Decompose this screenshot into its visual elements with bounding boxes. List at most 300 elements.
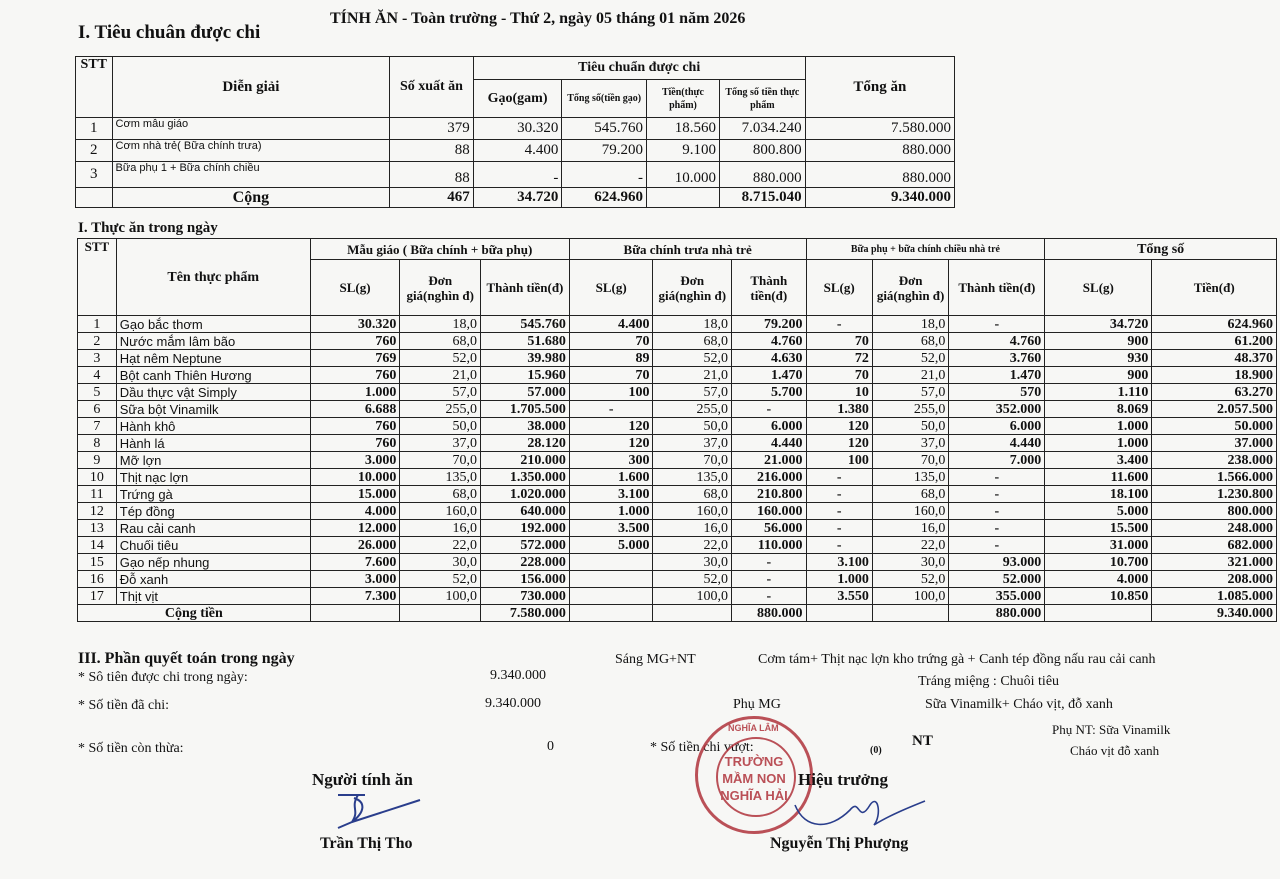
- cell-tr-sl: 70: [569, 367, 653, 384]
- menu-sang-text: Cơm tám+ Thịt nạc lợn kho trứng gà + Canh tép đồng nấu rau cải canh: [758, 652, 1156, 667]
- cell-tr-sl: 3.100: [569, 486, 653, 503]
- cell-empty: [872, 605, 949, 622]
- total-label: Cộng tiền: [78, 605, 311, 622]
- total-tr-tt: 880.000: [732, 605, 806, 622]
- cell-mg-gia: 160,0: [400, 503, 481, 520]
- daily-food-table: [77, 238, 1277, 622]
- cell-t-tien: 248.000: [1152, 520, 1277, 537]
- menu-nt-label: NT: [912, 733, 933, 749]
- cell-ch-tt: 355.000: [949, 588, 1045, 605]
- cell-ch-sl: 3.550: [806, 588, 872, 605]
- cell-tr-gia: 22,0: [653, 537, 732, 554]
- cell-ch-sl: 100: [806, 452, 872, 469]
- cell-ch-sl: 3.100: [806, 554, 872, 571]
- cell-tr-gia: 68,0: [653, 486, 732, 503]
- cell-ch-gia: 52,0: [872, 571, 949, 588]
- cell-ch-tt: 1.470: [949, 367, 1045, 384]
- cell-ch-tt: 7.000: [949, 452, 1045, 469]
- cell-mg-sl: 760: [310, 418, 400, 435]
- table-row: [78, 384, 1277, 401]
- cell-t-sl: 1.110: [1045, 384, 1152, 401]
- header-mg-sl: SL(g): [310, 260, 400, 316]
- cell-mg-sl: 1.000: [310, 384, 400, 401]
- cell-tong-tp: 7.034.240: [720, 118, 806, 140]
- cell-name: Trứng gà: [116, 486, 310, 503]
- cell-tr-sl: 89: [569, 350, 653, 367]
- cell-stt: 6: [78, 401, 117, 418]
- header-group-tieu-chuan: Tiêu chuẩn được chi: [473, 57, 805, 80]
- cell-ch-tt: -: [949, 537, 1045, 554]
- table-row: [76, 140, 955, 162]
- cell-ch-gia: 135,0: [872, 469, 949, 486]
- total-ch-tt: 880.000: [949, 605, 1045, 622]
- cell-t-sl: 3.400: [1045, 452, 1152, 469]
- cell-t-tien: 37.000: [1152, 435, 1277, 452]
- cell-ch-gia: 68,0: [872, 333, 949, 350]
- cell-t-tien: 61.200: [1152, 333, 1277, 350]
- cell-tr-sl: 4.400: [569, 316, 653, 333]
- cell-ch-tt: -: [949, 316, 1045, 333]
- header-mg-thanh-tien: Thành tiền(đ): [481, 260, 570, 316]
- cell-mg-gia: 135,0: [400, 469, 481, 486]
- cell-mg-gia: 52,0: [400, 350, 481, 367]
- header-gao: Gạo(gam): [473, 80, 562, 118]
- cell-stt: 5: [78, 384, 117, 401]
- header-group-mau-giao: Mẫu giáo ( Bữa chính + bữa phụ): [310, 239, 569, 260]
- cell-tr-tt: 21.000: [732, 452, 806, 469]
- cell-ch-gia: 68,0: [872, 486, 949, 503]
- cell-tr-tt: 79.200: [732, 316, 806, 333]
- cell-tong-an: 880.000: [805, 140, 954, 162]
- section2-title: I. Thực ăn trong ngày: [78, 220, 218, 236]
- cell-ch-sl: 70: [806, 367, 872, 384]
- cell-t-tien: 208.000: [1152, 571, 1277, 588]
- total-mg-tt: 7.580.000: [481, 605, 570, 622]
- cell-tr-gia: 135,0: [653, 469, 732, 486]
- cell-dien-giai: Bữa phụ 1 + Bữa chính chiều: [112, 162, 390, 188]
- cell-mg-tt: 640.000: [481, 503, 570, 520]
- total-tong-an: 9.340.000: [805, 188, 954, 208]
- header-tong-so-tien-thuc-pham: Tổng số tiền thực phẩm: [720, 80, 806, 118]
- table-row: [78, 452, 1277, 469]
- cell-t-tien: 18.900: [1152, 367, 1277, 384]
- cell-ch-tt: -: [949, 520, 1045, 537]
- cell-empty: [569, 605, 653, 622]
- cell-t-sl: 18.100: [1045, 486, 1152, 503]
- header-group-nt-trua: Bữa chính trưa nhà trẻ: [569, 239, 806, 260]
- cell-ch-gia: 52,0: [872, 350, 949, 367]
- cell-t-tien: 624.960: [1152, 316, 1277, 333]
- cell-tr-tt: 5.700: [732, 384, 806, 401]
- cell-name: Gạo bắc thơm: [116, 316, 310, 333]
- cell-ch-sl: -: [806, 316, 872, 333]
- cell-empty: [76, 188, 113, 208]
- settle-label-over: * Số tiền chi vượt:: [650, 740, 754, 755]
- cell-tien-tp: 9.100: [646, 140, 719, 162]
- cell-t-tien: 50.000: [1152, 418, 1277, 435]
- total-row: [76, 188, 955, 208]
- cell-ch-sl: -: [806, 503, 872, 520]
- cell-tien-gao: 545.760: [562, 118, 647, 140]
- cell-mg-sl: 760: [310, 435, 400, 452]
- cell-tien-gao: -: [562, 162, 647, 188]
- cell-ch-gia: 16,0: [872, 520, 949, 537]
- cell-tr-sl: 1.000: [569, 503, 653, 520]
- cell-mg-sl: 760: [310, 333, 400, 350]
- cell-stt: 2: [78, 333, 117, 350]
- cell-ch-sl: 1.380: [806, 401, 872, 418]
- cell-tr-gia: 57,0: [653, 384, 732, 401]
- total-tong-tp: 8.715.040: [720, 188, 806, 208]
- total-tien-gao: 624.960: [562, 188, 647, 208]
- cell-tr-gia: 18,0: [653, 316, 732, 333]
- stamp-line3: NGHĨA HẢI: [720, 788, 788, 803]
- cell-name: Gạo nếp nhung: [116, 554, 310, 571]
- settle-value-over: (0): [870, 745, 882, 756]
- cell-t-sl: 11.600: [1045, 469, 1152, 486]
- cell-ch-sl: 120: [806, 418, 872, 435]
- table-row: [78, 401, 1277, 418]
- cell-name: Rau cải canh: [116, 520, 310, 537]
- cell-t-tien: 1.085.000: [1152, 588, 1277, 605]
- cell-mg-sl: 7.600: [310, 554, 400, 571]
- cell-t-tien: 2.057.500: [1152, 401, 1277, 418]
- header-group-nt-chieu: Bữa phụ + bữa chính chiều nhà trẻ: [806, 239, 1045, 260]
- table-row: [78, 554, 1277, 571]
- signer-right-title: Hiệu trưởng: [798, 770, 888, 789]
- header-tong-tien: Tiền(đ): [1152, 260, 1277, 316]
- section3-title: III. Phần quyết toán trong ngày: [78, 650, 295, 667]
- header-ch-thanh-tien: Thành tiền(đ): [949, 260, 1045, 316]
- table-row: [78, 333, 1277, 350]
- table-row: [78, 571, 1277, 588]
- cell-name: Hành lá: [116, 435, 310, 452]
- total-gao: 34.720: [473, 188, 562, 208]
- cell-ch-tt: 3.760: [949, 350, 1045, 367]
- cell-ch-sl: -: [806, 537, 872, 554]
- cell-tong-an: 880.000: [805, 162, 954, 188]
- cell-t-sl: 10.700: [1045, 554, 1152, 571]
- cell-t-sl: 930: [1045, 350, 1152, 367]
- cell-name: Dầu thực vật Simply: [116, 384, 310, 401]
- stamp-line2: MẦM NON: [722, 771, 786, 786]
- cell-stt: 16: [78, 571, 117, 588]
- cell-mg-gia: 52,0: [400, 571, 481, 588]
- cell-t-sl: 5.000: [1045, 503, 1152, 520]
- cell-mg-gia: 50,0: [400, 418, 481, 435]
- cell-mg-sl: 4.000: [310, 503, 400, 520]
- cell-tr-gia: 52,0: [653, 350, 732, 367]
- header-tong-sl: SL(g): [1045, 260, 1152, 316]
- cell-stt: 15: [78, 554, 117, 571]
- table-row: [78, 503, 1277, 520]
- cell-tr-tt: 210.800: [732, 486, 806, 503]
- cell-tr-gia: 70,0: [653, 452, 732, 469]
- cell-t-sl: 8.069: [1045, 401, 1152, 418]
- header-mg-don-gia: Đơn giá(nghìn đ): [400, 260, 481, 316]
- cell-t-sl: 15.500: [1045, 520, 1152, 537]
- cell-empty: [400, 605, 481, 622]
- cell-mg-tt: 156.000: [481, 571, 570, 588]
- cell-mg-tt: 192.000: [481, 520, 570, 537]
- cell-tr-tt: 4.630: [732, 350, 806, 367]
- cell-dien-giai: Cơm mẫu giáo: [112, 118, 390, 140]
- cell-mg-tt: 210.000: [481, 452, 570, 469]
- cell-stt: 8: [78, 435, 117, 452]
- cell-mg-tt: 28.120: [481, 435, 570, 452]
- cell-stt: 17: [78, 588, 117, 605]
- cell-tr-gia: 160,0: [653, 503, 732, 520]
- cell-t-tien: 238.000: [1152, 452, 1277, 469]
- header-tong-so-tien-gao: Tổng số(tiền gạo): [562, 80, 647, 118]
- table-row: [78, 316, 1277, 333]
- cell-mg-gia: 57,0: [400, 384, 481, 401]
- signature-right-icon: [790, 785, 930, 840]
- cell-gao: 4.400: [473, 140, 562, 162]
- header-tr-sl: SL(g): [569, 260, 653, 316]
- cell-ch-sl: 10: [806, 384, 872, 401]
- cell-tr-sl: -: [569, 401, 653, 418]
- cell-mg-sl: 7.300: [310, 588, 400, 605]
- cell-mg-tt: 38.000: [481, 418, 570, 435]
- cell-empty: [653, 605, 732, 622]
- cell-name: Bột canh Thiên Hương: [116, 367, 310, 384]
- cell-stt: 9: [78, 452, 117, 469]
- cell-mg-gia: 22,0: [400, 537, 481, 554]
- cell-tong-tp: 880.000: [720, 162, 806, 188]
- settle-value-remaining: 0: [547, 739, 554, 754]
- section1-title: I. Tiêu chuân được chi: [78, 22, 261, 43]
- header-tr-thanh-tien: Thành tiền(đ): [732, 260, 806, 316]
- cell-ch-tt: 4.440: [949, 435, 1045, 452]
- cell-mg-tt: 1.020.000: [481, 486, 570, 503]
- cell-tr-sl: [569, 588, 653, 605]
- cell-name: Thịt vịt: [116, 588, 310, 605]
- page-title: TÍNH ĂN - Toàn trường - Thứ 2, ngày 05 tháng 01 năm 2026: [330, 10, 746, 27]
- cell-tr-sl: [569, 554, 653, 571]
- cell-stt: 12: [78, 503, 117, 520]
- cell-ch-tt: 352.000: [949, 401, 1045, 418]
- cell-name: Tép đồng: [116, 503, 310, 520]
- cell-dien-giai: Cơm nhà trẻ( Bữa chính trưa): [112, 140, 390, 162]
- cell-mg-tt: 545.760: [481, 316, 570, 333]
- cell-mg-sl: 3.000: [310, 452, 400, 469]
- cell-tr-tt: -: [732, 588, 806, 605]
- cell-name: Hạt nêm Neptune: [116, 350, 310, 367]
- table-row: [78, 469, 1277, 486]
- cell-mg-gia: 30,0: [400, 554, 481, 571]
- cell-ch-gia: 160,0: [872, 503, 949, 520]
- cell-stt: 10: [78, 469, 117, 486]
- cell-ch-tt: -: [949, 503, 1045, 520]
- cell-name: Mỡ lợn: [116, 452, 310, 469]
- cell-tr-tt: 4.760: [732, 333, 806, 350]
- cell-tr-gia: 50,0: [653, 418, 732, 435]
- cell-ch-tt: 93.000: [949, 554, 1045, 571]
- cell-tong-an: 7.580.000: [805, 118, 954, 140]
- cell-name: Đỗ xanh: [116, 571, 310, 588]
- cell-mg-sl: 12.000: [310, 520, 400, 537]
- header-group-tong: Tổng số: [1045, 239, 1277, 260]
- cell-tr-sl: 3.500: [569, 520, 653, 537]
- table-row: [78, 486, 1277, 503]
- cell-tr-gia: 68,0: [653, 333, 732, 350]
- cell-mg-gia: 68,0: [400, 333, 481, 350]
- cell-so-xuat-an: 379: [390, 118, 474, 140]
- cell-ch-sl: 72: [806, 350, 872, 367]
- cell-tr-sl: 300: [569, 452, 653, 469]
- cell-empty: [310, 605, 400, 622]
- cell-mg-gia: 70,0: [400, 452, 481, 469]
- cell-name: Chuối tiêu: [116, 537, 310, 554]
- cell-tr-tt: -: [732, 571, 806, 588]
- table-row: [78, 588, 1277, 605]
- total-label: Cộng: [112, 188, 390, 208]
- cell-tr-tt: -: [732, 401, 806, 418]
- settle-value-allowed: 9.340.000: [490, 668, 546, 683]
- cell-mg-gia: 18,0: [400, 316, 481, 333]
- cell-tr-tt: 160.000: [732, 503, 806, 520]
- cell-ch-gia: 57,0: [872, 384, 949, 401]
- cell-ch-tt: 570: [949, 384, 1045, 401]
- cell-name: Sữa bột Vinamilk: [116, 401, 310, 418]
- cell-ch-gia: 50,0: [872, 418, 949, 435]
- menu-sang-label: Sáng MG+NT: [615, 652, 696, 667]
- signer-right-name: Nguyễn Thị Phượng: [770, 835, 909, 852]
- cell-tr-gia: 100,0: [653, 588, 732, 605]
- cell-tr-tt: 110.000: [732, 537, 806, 554]
- cell-ch-tt: 52.000: [949, 571, 1045, 588]
- header-tien-thuc-pham: Tiền(thực phẩm): [646, 80, 719, 118]
- cell-t-tien: 321.000: [1152, 554, 1277, 571]
- cell-ch-gia: 100,0: [872, 588, 949, 605]
- menu-trang-mieng: Tráng miệng : Chuôi tiêu: [918, 674, 1060, 689]
- header-ch-sl: SL(g): [806, 260, 872, 316]
- cell-tong-tp: 800.800: [720, 140, 806, 162]
- cell-t-tien: 1.566.000: [1152, 469, 1277, 486]
- cell-empty: [806, 605, 872, 622]
- cell-tr-tt: 1.470: [732, 367, 806, 384]
- total-tien-tp: [646, 188, 719, 208]
- table-row: [76, 162, 955, 188]
- stamp-line1: TRƯỜNG: [724, 754, 784, 769]
- cell-stt: 13: [78, 520, 117, 537]
- cell-t-sl: 900: [1045, 367, 1152, 384]
- cell-mg-gia: 37,0: [400, 435, 481, 452]
- cell-ch-gia: 22,0: [872, 537, 949, 554]
- cell-t-sl: 1.000: [1045, 418, 1152, 435]
- cell-tr-tt: 56.000: [732, 520, 806, 537]
- cell-ch-tt: 6.000: [949, 418, 1045, 435]
- cell-mg-sl: 15.000: [310, 486, 400, 503]
- cell-ch-gia: 255,0: [872, 401, 949, 418]
- header-stt: STT: [78, 239, 117, 316]
- cell-t-tien: 800.000: [1152, 503, 1277, 520]
- cell-mg-tt: 1.350.000: [481, 469, 570, 486]
- standard-allowance-table: [75, 56, 955, 208]
- cell-mg-gia: 68,0: [400, 486, 481, 503]
- cell-name: Thịt nạc lợn: [116, 469, 310, 486]
- cell-tr-sl: 120: [569, 418, 653, 435]
- cell-gao: -: [473, 162, 562, 188]
- cell-t-sl: 31.000: [1045, 537, 1152, 554]
- cell-mg-tt: 51.680: [481, 333, 570, 350]
- cell-stt: 7: [78, 418, 117, 435]
- cell-tr-tt: 6.000: [732, 418, 806, 435]
- cell-mg-tt: 572.000: [481, 537, 570, 554]
- header-ten: Tên thực phẩm: [116, 239, 310, 316]
- cell-ch-sl: 120: [806, 435, 872, 452]
- cell-ch-sl: 70: [806, 333, 872, 350]
- cell-mg-tt: 730.000: [481, 588, 570, 605]
- cell-mg-tt: 1.705.500: [481, 401, 570, 418]
- menu-phu-nt-line1: Phụ NT: Sữa Vinamilk: [1052, 722, 1171, 737]
- settle-value-spent: 9.340.000: [485, 696, 541, 711]
- cell-t-tien: 1.230.800: [1152, 486, 1277, 503]
- header-tr-don-gia: Đơn giá(nghìn đ): [653, 260, 732, 316]
- cell-name: Nước mắm lâm bão: [116, 333, 310, 350]
- cell-stt: 2: [76, 140, 113, 162]
- cell-t-sl: 10.850: [1045, 588, 1152, 605]
- cell-t-sl: 900: [1045, 333, 1152, 350]
- cell-ch-sl: -: [806, 486, 872, 503]
- cell-t-tien: 48.370: [1152, 350, 1277, 367]
- stamp-ring-text: NGHĨA LÂM: [728, 723, 779, 733]
- cell-ch-sl: -: [806, 469, 872, 486]
- cell-mg-tt: 15.960: [481, 367, 570, 384]
- cell-ch-gia: 30,0: [872, 554, 949, 571]
- cell-tr-sl: [569, 571, 653, 588]
- cell-tr-gia: 255,0: [653, 401, 732, 418]
- cell-stt: 3: [78, 350, 117, 367]
- cell-ch-gia: 37,0: [872, 435, 949, 452]
- cell-stt: 14: [78, 537, 117, 554]
- cell-tr-sl: 1.600: [569, 469, 653, 486]
- cell-mg-sl: 30.320: [310, 316, 400, 333]
- cell-mg-sl: 10.000: [310, 469, 400, 486]
- cell-ch-gia: 70,0: [872, 452, 949, 469]
- menu-phu-mg-text: Sữa Vinamilk+ Cháo vịt, đỗ xanh: [925, 697, 1113, 712]
- cell-ch-tt: 4.760: [949, 333, 1045, 350]
- cell-t-sl: 34.720: [1045, 316, 1152, 333]
- settle-label-allowed: * Sô tiên được chi trong ngày:: [78, 670, 248, 685]
- cell-tr-tt: 216.000: [732, 469, 806, 486]
- total-so-xuat-an: 467: [390, 188, 474, 208]
- cell-ch-sl: -: [806, 520, 872, 537]
- cell-ch-gia: 18,0: [872, 316, 949, 333]
- cell-tien-tp: 18.560: [646, 118, 719, 140]
- cell-ch-gia: 21,0: [872, 367, 949, 384]
- cell-t-tien: 63.270: [1152, 384, 1277, 401]
- signer-left-title: Người tính ăn: [312, 770, 413, 789]
- header-tong-an: Tổng ăn: [805, 57, 954, 118]
- cell-tr-gia: 37,0: [653, 435, 732, 452]
- cell-ch-tt: -: [949, 486, 1045, 503]
- total-t-tien: 9.340.000: [1152, 605, 1277, 622]
- table-row: [76, 118, 955, 140]
- signature-left-icon: [330, 790, 425, 835]
- header-stt: STT: [76, 57, 113, 118]
- cell-t-sl: 4.000: [1045, 571, 1152, 588]
- cell-mg-sl: 769: [310, 350, 400, 367]
- menu-phu-mg-label: Phụ MG: [733, 697, 781, 712]
- header-dien-giai: Diễn giải: [112, 57, 390, 118]
- cell-mg-gia: 255,0: [400, 401, 481, 418]
- cell-tien-tp: 10.000: [646, 162, 719, 188]
- header-ch-don-gia: Đơn giá(nghìn đ): [872, 260, 949, 316]
- cell-mg-sl: 3.000: [310, 571, 400, 588]
- cell-tr-sl: 70: [569, 333, 653, 350]
